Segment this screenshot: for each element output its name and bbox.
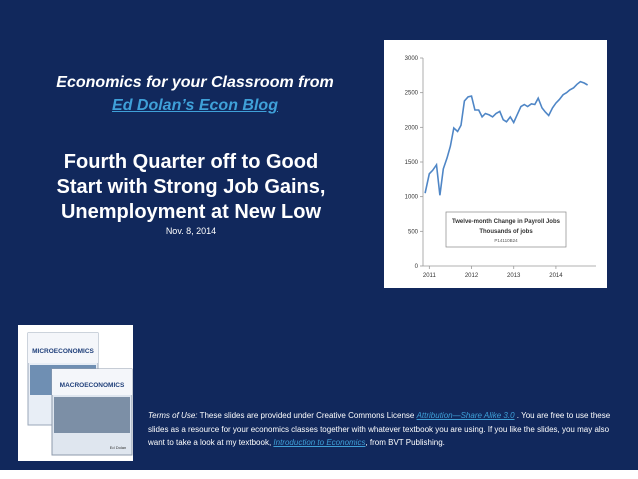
y-tick-label: 0 bbox=[414, 264, 418, 270]
title-line-1: Fourth Quarter off to Good bbox=[63, 151, 319, 173]
textbook-link[interactable]: Introduction to Economics bbox=[273, 438, 366, 447]
title-line-3: Unemployment at New Low bbox=[60, 201, 322, 223]
slide-date: Nov. 8, 2014 bbox=[165, 226, 217, 236]
title-line-2: Start with Strong Job Gains, bbox=[56, 176, 326, 198]
y-tick-labels bbox=[405, 56, 423, 270]
x-tick-label: 2013 bbox=[507, 273, 521, 279]
y-tick-label: 1000 bbox=[404, 194, 418, 201]
bottom-strip bbox=[0, 470, 638, 479]
y-tick-label: 1500 bbox=[404, 160, 418, 166]
x-tick-label: 2012 bbox=[464, 273, 479, 279]
terms-of-use bbox=[148, 409, 624, 450]
macro-book-author: Ed Dolan bbox=[109, 445, 127, 450]
macro-book-photo bbox=[54, 397, 130, 433]
y-tick-label: 2000 bbox=[404, 125, 418, 132]
legend-line-2: Thousands of jobs bbox=[479, 229, 533, 235]
y-tick-label: 500 bbox=[407, 229, 418, 236]
terms-label: Terms of Use: bbox=[148, 411, 198, 420]
x-tick-label: 2014 bbox=[549, 273, 563, 279]
chart-legend bbox=[446, 212, 566, 247]
terms-text-1: These slides are provided under Creative Commons License bbox=[197, 411, 417, 420]
chart-svg bbox=[384, 40, 607, 288]
x-tick-labels bbox=[423, 266, 563, 279]
y-tick-label: 3000 bbox=[404, 56, 418, 62]
terms-text-3: , from BVT Publishing. bbox=[365, 438, 445, 447]
legend-line-1: Twelve-month Change in Payroll Jobs bbox=[452, 219, 560, 225]
y-tick-label: 2500 bbox=[404, 90, 418, 97]
micro-book-title: MICROECONOMICS bbox=[32, 348, 94, 355]
license-link[interactable]: Attribution—Share Alike 3.0 bbox=[416, 411, 515, 420]
series-line bbox=[425, 82, 587, 196]
terms-text-2: . You are free to use these slides as a resource for your economics classes together with whatever textbook you are using. If you like the slides, you may also want to take a look at my textbook, bbox=[148, 411, 611, 447]
header-line: Economics for your Classroom from bbox=[56, 74, 334, 91]
textbook-cover-svg bbox=[18, 325, 133, 461]
x-tick-label: 2011 bbox=[422, 273, 436, 279]
legend-line-3: P14110B24 bbox=[494, 238, 518, 243]
blog-link[interactable]: Ed Dolan’s Econ Blog bbox=[112, 97, 278, 114]
macro-book-title: MACROECONOMICS bbox=[59, 382, 125, 389]
slide-title bbox=[10, 150, 372, 225]
payroll-chart bbox=[384, 40, 607, 288]
textbook-cover-image bbox=[18, 325, 133, 461]
